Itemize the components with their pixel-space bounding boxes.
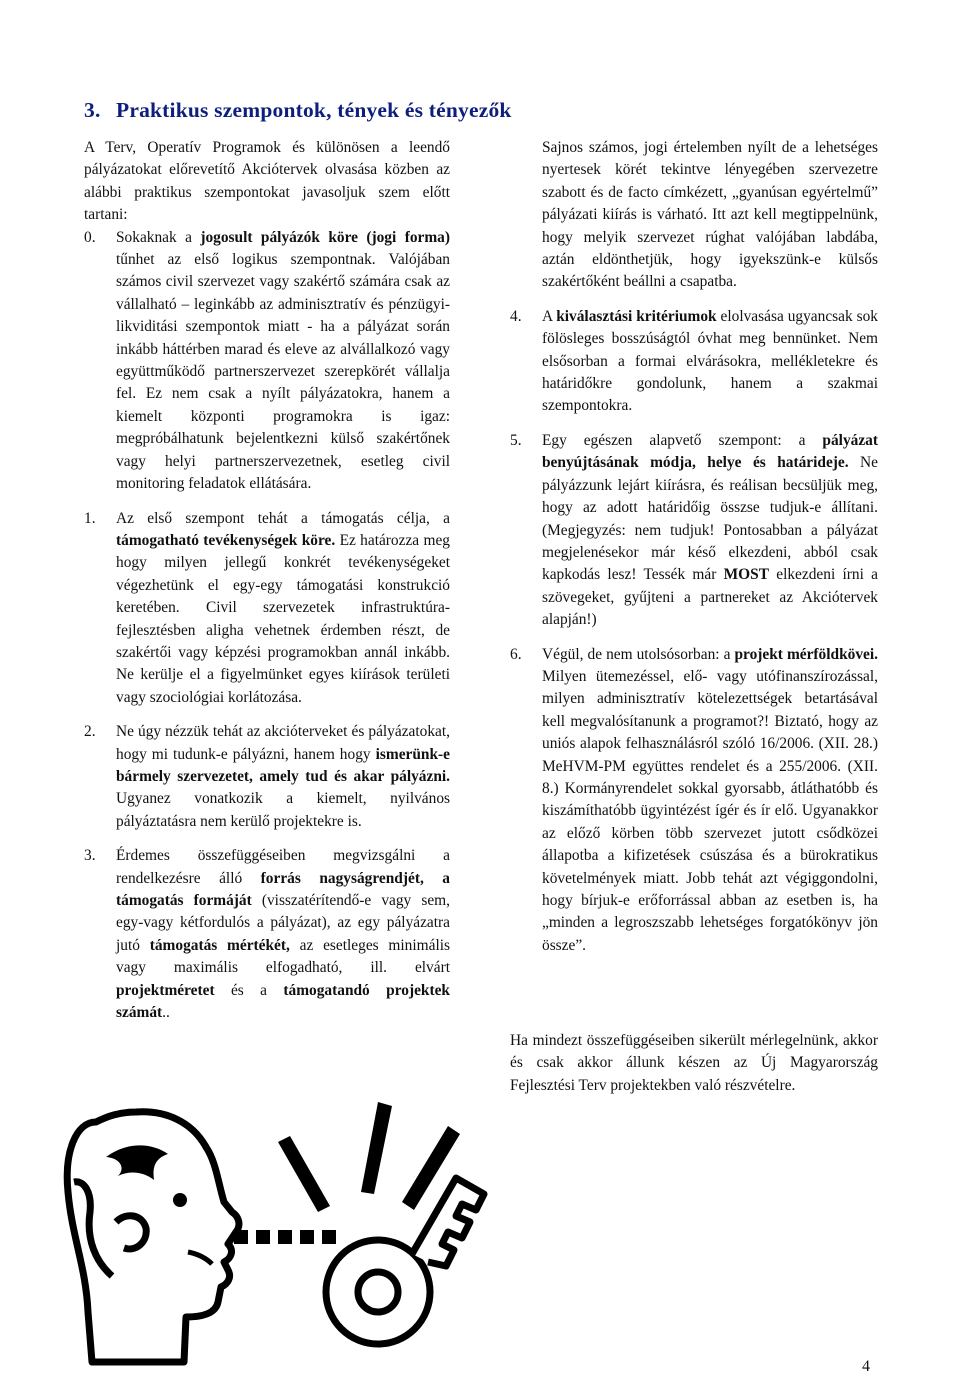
item-text: Egy egészen alapvető szempont: a pályázat benyújtásának módja, helye és határideje. Ne pályázzunk lejárt kiírásra, és reálisan becsüljük meg, hogy az adott határidőig összse tudjuk-e állítani. (Megjegyzés: nem tudjuk! Pontosabban a pályázat megjelenésekor már késő elkezdeni, abból csak kapkodás lesz! Tessék már MOST elkezdeni írni a szövegeket, gyűjteni a partnereket az Akciótervek alapján!)	[542, 431, 878, 629]
item-number: 3.	[84, 847, 96, 865]
list-item-0	[84, 227, 450, 496]
item-text: A kiválasztási kritériumok elolvasása ugyancsak sok fölösleges bosszúságtól óvhat meg bennünket. Nem elsősorban a formai elvárásokra, mellékletekre és határidőkre gondolunk, hanem a szakmai szempontokra.	[542, 307, 878, 415]
section-title: Praktikus szempontok, tények és tényezők	[116, 98, 512, 122]
page-number: 4	[862, 1358, 870, 1375]
item-number: 2.	[84, 723, 96, 741]
item-number: 0.	[84, 228, 96, 246]
list-item-6	[510, 644, 878, 958]
item-text: Érdemes összefüggéseiben megvizsgálni a rendelkezésre álló forrás nagyságrendjét, a támogatás formáját (visszatérítendő-e vagy sem, egy-vagy kétfordulós a pályázat), az egy pályázatra jutó támogatás mértékét, az esetleges minimális vagy maximális elfogadható, ill. elvárt projektméretet és a támogatandó projektek számát..	[116, 847, 450, 1022]
left-column	[84, 137, 450, 1024]
item-number: 5.	[510, 431, 522, 449]
item-text: Sokaknak a jogosult pályázók köre (jogi forma) tűnhet az első logikus szempontnak. Valójában számos civil szervezet vagy szakértő számára csak az vállalható – leginkább az adminisztratív és pénzügyi-likviditási szempontok miatt - ha a pályázat során inkább háttérben marad és eleve az alvállalkozó vagy együttműködő partnerszervezet szerepkörét vállalja fel. Ez nem csak a nyílt pályázatokra, hanem a kiemelt központi programokra is igaz: megpróbálhatunk bejelentkezni külső szakértőnek vagy helyi partnerszervezetnek, esetleg civil monitoring feladatok ellátására.	[116, 228, 450, 493]
list-item-5	[510, 430, 878, 632]
item-text: Sajnos számos, jogi értelemben nyílt de a lehetséges nyertesek körét tekintve lényegében szervezetre szabott és de facto címkézett, „gyanúsan egyértelmű” pályázati kiírás is várható. Itt azt kell megtippelnünk, hogy melyik szervezet rúghat valójában labdába, aztán eldönthetjük, hogy igyekszünk-e külsős szakértőként beállni a csapatba.	[542, 139, 878, 291]
item-text: Végül, de nem utolsósorban: a projekt mérföldkövei. Milyen ütemezéssel, elő- vagy utófinanszírozással, milyen adminisztratív kötelezettségek betartásával kell megvalósítanunk a programot?! Biztató, hogy az uniós alapok felhasználásról szóló 16/2006. (XII. 28.) MeHVM-PM együttes rendelet és a 255/2006. (XII. 8.) Kormányrendelet sokkal gyorsabb, átláthatóbb és kiszámíthatóbb ügyintézést ígér és ír elő. Ugyanakkor az előző körben több szervezet jutott csődközei állapotba a kifizetések csúszása és a bürokratikus követelmények miatt. Jobb tehát azt végiggondolni, hogy bírjuk-e erőforrással abban az esetben is, ha „minden a legroszszabb lehetséges forgatókönyv jön össze”.	[542, 645, 878, 954]
list-item-3	[84, 845, 450, 1024]
intro-paragraph: A Terv, Operatív Programok és különösen a leendő pályázatokat előrevetítő Akciótervek olvasása közben az alábbi praktikus szempontokat javasoljuk szem előtt tartani:	[84, 139, 450, 224]
head-icon	[67, 1112, 239, 1362]
item-number: 1.	[84, 509, 96, 527]
list-item-1	[84, 508, 450, 710]
closing-paragraph: Ha mindezt összefüggéseiben sikerült mérlegelnünk, akkor és csak akkor állunk készen az Új Magyarország Fejlesztési Terv projektekben való részvételre.	[510, 1032, 878, 1094]
item-text: Az első szempont tehát a támogatás célja, a támogatható tevékenységek köre. Ez határozza meg hogy milyen jellegű konkrét tevékenységeket végezhetünk el egy-egy támogatási konstrukció keretében. Civil szervezetek infrastruktúra-fejlesztésben aligha vehetnek érdemben részt, de szakértői vagy képzési programokban annál inkább. Ne kerülje el a figyelmünket egyes kiírások területi vagy szociológiai korlátozása.	[116, 509, 450, 706]
section-heading	[84, 98, 884, 123]
right-column	[510, 137, 878, 957]
section-number: 3.	[84, 98, 101, 122]
item-number: 4.	[510, 307, 522, 325]
list-item-4	[510, 306, 878, 418]
list-item-3-continued	[510, 137, 878, 294]
list-item-2	[84, 721, 450, 833]
item-text: Ne úgy nézzük tehát az akcióterveket és pályázatokat, hogy mi tudunk-e pályázni, hanem hogy ismerünk-e bármely szervezetet, amely tud és akar pályázni. Ugyanez vonatkozik a kiemelt, nyilvános pályáztatásra nem kerülő projektekre is.	[116, 723, 450, 830]
head-key-clipart	[56, 1062, 496, 1372]
item-number: 6.	[510, 645, 522, 663]
